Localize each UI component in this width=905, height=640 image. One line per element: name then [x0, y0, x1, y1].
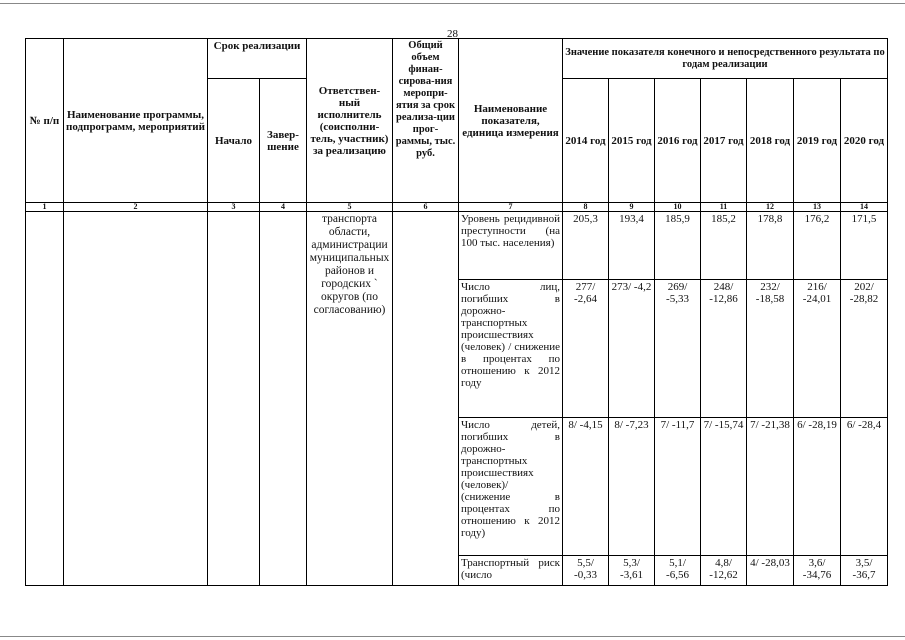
value-cell: 7/ -15,74 — [701, 418, 747, 556]
header-start: Начало — [208, 79, 260, 203]
column-number: 3 — [208, 203, 260, 212]
header-period: Срок реализации — [208, 39, 307, 79]
cell-end — [260, 212, 307, 586]
header-year: 2014 год — [563, 79, 609, 203]
value-cell: 202/ -28,82 — [841, 280, 888, 418]
value-cell: 185,9 — [655, 212, 701, 280]
value-cell: 8/ -7,23 — [609, 418, 655, 556]
header-indicator: Наименование показателя, единица измерения — [459, 39, 563, 203]
value-cell: 4/ -28,03 — [747, 556, 794, 586]
value-cell: 8/ -4,15 — [563, 418, 609, 556]
header-year: 2016 год — [655, 79, 701, 203]
column-number: 1 — [26, 203, 64, 212]
column-number: 4 — [260, 203, 307, 212]
value-cell: 232/ -18,58 — [747, 280, 794, 418]
table-row — [26, 212, 888, 280]
header-end: Завер-шение — [260, 79, 307, 203]
value-cell: 171,5 — [841, 212, 888, 280]
header-responsible: Ответствен-ный исполнитель (соисполни-тель, участник) за реализацию — [307, 39, 393, 203]
value-cell: 6/ -28,4 — [841, 418, 888, 556]
cell-num — [26, 212, 64, 586]
header-funding: Общий объем финан-сирова-ния меропри-ятия за срок реализа-ции прог-раммы, тыс. руб. — [393, 39, 459, 203]
value-cell: 7/ -21,38 — [747, 418, 794, 556]
column-number: 10 — [655, 203, 701, 212]
value-cell: 176,2 — [794, 212, 841, 280]
value-cell: 205,3 — [563, 212, 609, 280]
column-number-row — [26, 203, 888, 212]
scan-edge-bottom — [0, 636, 905, 637]
cell-name — [64, 212, 208, 586]
value-cell: 6/ -28,19 — [794, 418, 841, 556]
header-year: 2017 год — [701, 79, 747, 203]
column-number: 7 — [459, 203, 563, 212]
indicator-cell: Транспортный риск (число — [459, 556, 563, 586]
header-name: Наименование программы, подпрограмм, мероприятий — [64, 39, 208, 203]
value-cell: 248/ -12,86 — [701, 280, 747, 418]
value-cell: 7/ -11,7 — [655, 418, 701, 556]
header-year: 2019 год — [794, 79, 841, 203]
header-year: 2018 год — [747, 79, 794, 203]
indicator-cell: Уровень рецидивной преступности (на 100 тыс. населения) — [459, 212, 563, 280]
value-cell: 269/ -5,33 — [655, 280, 701, 418]
value-cell: 5,5/ -0,33 — [563, 556, 609, 586]
value-cell: 178,8 — [747, 212, 794, 280]
value-cell: 3,6/ -34,76 — [794, 556, 841, 586]
scan-edge-top — [0, 3, 905, 4]
value-cell: 277/ -2,64 — [563, 280, 609, 418]
indicator-cell: Число лиц, погибших в дорожно-транспортных происшествиях (человек) / снижение в процентах по отношению к 2012 году — [459, 280, 563, 418]
column-number: 14 — [841, 203, 888, 212]
responsible-cell: транспорта области, администрации муниципальных районов и городских ` округов (по согласованию) — [307, 212, 393, 586]
value-cell: 5,1/ -6,56 — [655, 556, 701, 586]
column-number: 12 — [747, 203, 794, 212]
column-number: 2 — [64, 203, 208, 212]
column-number: 6 — [393, 203, 459, 212]
value-cell: 3,5/ -36,7 — [841, 556, 888, 586]
page-number: 28 — [447, 28, 458, 40]
program-table — [25, 38, 888, 586]
header-year: 2020 год — [841, 79, 888, 203]
header-year: 2015 год — [609, 79, 655, 203]
cell-start — [208, 212, 260, 586]
value-cell: 193,4 — [609, 212, 655, 280]
value-cell: 273/ -4,2 — [609, 280, 655, 418]
value-cell: 216/ -24,01 — [794, 280, 841, 418]
header-num: № п/п — [26, 39, 64, 203]
column-number: 9 — [609, 203, 655, 212]
column-number: 8 — [563, 203, 609, 212]
column-number: 11 — [701, 203, 747, 212]
header-values: Значение показателя конечного и непосредственного результата по годам реализации — [563, 39, 888, 79]
value-cell: 5,3/ -3,61 — [609, 556, 655, 586]
indicator-cell: Число детей, погибших в дорожно-транспортных происшествиях (человек)/ (снижение в процентах по отношению к 2012 году) — [459, 418, 563, 556]
value-cell: 4,8/ -12,62 — [701, 556, 747, 586]
column-number: 5 — [307, 203, 393, 212]
value-cell: 185,2 — [701, 212, 747, 280]
cell-funding — [393, 212, 459, 586]
column-number: 13 — [794, 203, 841, 212]
